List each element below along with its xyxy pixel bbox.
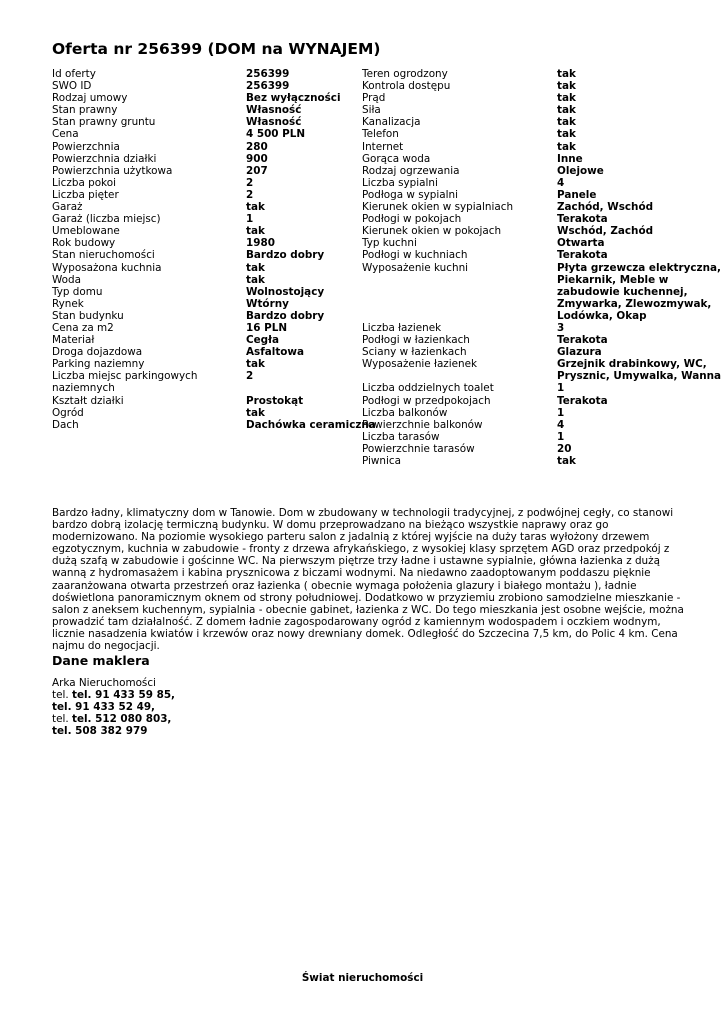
property-value: tak	[246, 201, 265, 214]
property-value: 16 PLN	[246, 321, 288, 334]
property-value: 256399	[246, 80, 290, 93]
property-value: Bardzo dobry	[246, 249, 325, 262]
property-row	[52, 116, 362, 128]
property-label: Garaż (liczba miejsc)	[52, 213, 161, 226]
property-label: Stan budynku	[52, 309, 124, 322]
property-value: tak	[557, 68, 576, 80]
property-value: Glazura	[557, 346, 602, 359]
property-value: Dachówka ceramiczna	[246, 418, 376, 431]
property-value: 900	[246, 152, 268, 165]
property-value: 1	[557, 406, 565, 419]
property-value: 2	[246, 188, 254, 201]
property-label: Typ kuchni	[362, 237, 417, 250]
footer-brand: Świat nieruchomości	[301, 972, 424, 984]
property-row	[362, 141, 725, 153]
property-value: Olejowe	[557, 164, 604, 177]
property-row	[52, 165, 362, 177]
property-value: Terakota	[557, 334, 608, 347]
property-row	[362, 358, 725, 382]
property-row	[52, 153, 362, 165]
property-label: Stan nieruchomości	[52, 249, 155, 262]
property-row	[52, 201, 362, 213]
property-label: Wyposażenie łazienek	[362, 358, 478, 371]
property-value: Płyta grzewcza elektryczna, Piekarnik, Meble w zabudowie kuchennej, Zmywarka, Zlewozmywak, Lodówka, Okap	[557, 261, 721, 322]
property-label: Woda	[52, 273, 81, 286]
property-label: Ogród	[52, 406, 84, 419]
property-value: tak	[557, 116, 576, 129]
property-row	[52, 370, 362, 394]
property-value: Asfaltowa	[246, 346, 305, 359]
agent-heading: Dane maklera	[52, 653, 150, 668]
property-row	[52, 298, 362, 310]
property-label: Podłogi w pokojach	[362, 213, 462, 226]
property-row	[362, 153, 725, 165]
property-label: Liczba miejsc parkingowych naziemnych	[52, 370, 198, 395]
property-label: Wyposażona kuchnia	[52, 261, 162, 274]
property-value: tak	[557, 80, 576, 93]
agent-phone: tel. 91 433 59 85,	[71, 689, 175, 702]
property-value: 3	[557, 321, 565, 334]
property-value: 4	[557, 176, 565, 189]
property-row	[362, 213, 725, 225]
property-value: Inne	[557, 152, 583, 165]
property-row	[52, 177, 362, 189]
property-row	[362, 322, 725, 334]
property-value: tak	[246, 225, 265, 238]
phone-prefix: tel.	[52, 713, 69, 726]
property-row	[52, 346, 362, 358]
property-value: Własność	[246, 116, 302, 129]
property-label: Typ domu	[52, 285, 103, 298]
property-label: Kierunek okien w pokojach	[362, 225, 502, 238]
property-row	[362, 201, 725, 213]
property-label: Droga dojazdowa	[52, 346, 143, 359]
property-label: Parking naziemny	[52, 358, 145, 371]
property-value: 1	[557, 430, 565, 443]
property-row	[362, 334, 725, 346]
property-value: tak	[557, 455, 576, 467]
agent-phone-line	[52, 689, 175, 701]
property-label: Liczba tarasów	[362, 430, 440, 443]
property-row	[362, 165, 725, 177]
property-label: Piwnica	[362, 455, 401, 467]
property-value: tak	[557, 104, 576, 117]
property-label: Umeblowane	[52, 225, 120, 238]
property-label: Wyposażenie kuchni	[362, 261, 469, 274]
property-value: Otwarta	[557, 237, 605, 250]
property-row	[52, 322, 362, 334]
property-value: 4	[557, 418, 565, 431]
property-label: Powierzchnia użytkowa	[52, 164, 173, 177]
property-value: 4 500 PLN	[246, 128, 306, 141]
property-value: 1	[246, 213, 254, 226]
property-value: tak	[246, 406, 265, 419]
property-row	[52, 286, 362, 298]
property-row	[52, 407, 362, 419]
property-row	[52, 274, 362, 286]
property-row	[362, 419, 725, 431]
property-value: Terakota	[557, 394, 608, 407]
property-label: Telefon	[362, 128, 399, 141]
property-label: Liczba pokoi	[52, 176, 116, 189]
property-label: Powierzchnie balkonów	[362, 418, 483, 431]
property-label: Prąd	[362, 92, 386, 105]
property-row	[52, 237, 362, 249]
property-value: 1	[557, 382, 565, 395]
property-row	[52, 249, 362, 261]
property-label: Dach	[52, 418, 79, 431]
property-value: Wolnostojący	[246, 285, 325, 298]
property-value: 280	[246, 140, 268, 153]
property-row	[52, 358, 362, 370]
property-row	[52, 104, 362, 116]
property-label: Podłogi w przedpokojach	[362, 394, 491, 407]
property-label: Materiał	[52, 334, 95, 347]
property-row	[52, 68, 362, 80]
property-row	[362, 177, 725, 189]
property-label: Rok budowy	[52, 237, 116, 250]
property-label: Liczba sypialni	[362, 176, 438, 189]
property-label: Rodzaj umowy	[52, 92, 128, 105]
property-row	[52, 189, 362, 201]
property-value: 256399	[246, 68, 290, 80]
property-label: Teren ogrodzony	[362, 68, 448, 80]
property-row	[362, 262, 725, 322]
property-value: 20	[557, 442, 572, 455]
property-label: Powierzchnia	[52, 140, 120, 153]
property-row	[362, 68, 725, 80]
property-value: 1980	[246, 237, 275, 250]
agent-phone: tel. 512 080 803,	[71, 713, 172, 726]
property-label: Podłogi w kuchniach	[362, 249, 468, 262]
agent-phone: tel. 91 433 52 49,	[52, 701, 156, 714]
agent-phone-line	[52, 713, 175, 725]
property-label: Podłogi w łazienkach	[362, 334, 470, 347]
property-value: Wschód, Zachód	[557, 225, 654, 238]
property-label: Rodzaj ogrzewania	[362, 164, 460, 177]
property-row	[52, 225, 362, 237]
agent-details	[52, 677, 175, 737]
property-value: tak	[557, 92, 576, 105]
property-value: tak	[557, 128, 576, 141]
property-row	[52, 310, 362, 322]
property-value: Bez wyłączności	[246, 92, 341, 105]
property-label: Cena za m2	[52, 321, 114, 334]
property-label: Internet	[362, 140, 404, 153]
property-label: Rynek	[52, 297, 84, 310]
phone-prefix: tel.	[52, 689, 69, 702]
property-label: Stan prawny	[52, 104, 118, 117]
property-label: Cena	[52, 128, 79, 141]
property-label: Kanalizacja	[362, 116, 421, 129]
description: Bardzo ładny, klimatyczny dom w Tanowie. Dom w zbudowany w technologii tradycyjnej, z podwójnej cegły, co stanowi bardzo dobrą izolację termiczną budynku. W domu przeprowadzano na bieżąco wszystkie naprawy oraz go modernizowano. Na poziomie wysokiego parteru salon z jadalnią z której wyjście na duży taras wyłożony drzewem egzotycznym, kuchnia w zabudowie - fronty z drzewa afrykańskiego, z wysokiej klasy sprzętem AGD oraz przedpokój z dużą szafą w zabudowie i gościnne WC. Na pierwszym piętrze trzy ładne i ustawne sypialnie, główna łazienka z dużą wanną z hydromasażem i kabina prysznicowa z biczami wodnymi. Na niedawno zaadoptowanym poddaszu pięknie zaaranżowana otwarta przestrzeń oraz łazienka ( obecnie wymaga położenia glazury i białego montażu ), ładnie doświetlona panoramicznym oknem od strony południowej. Dodatkowo w przyziemiu zrobiono samodzielne mieszkanie - salon z aneksem kuchennym, sypialnia - obecnie gabinet, łazienka z WC. Do tego mieszkania jest osobne wejście, można prowadzić tam działalność. Z domem ładnie zagospodarowany ogród z kamiennym wodospadem i oczkiem wodnym, licznie nasadzenia kwiatów i krzewów oraz nowy drewniany domek. Odległość do Szczecina 7,5 km, do Polic 4 km. Cena najmu do negocjacji.	[52, 507, 684, 653]
property-label: Liczba oddzielnych toalet	[362, 382, 494, 395]
agent-phone: tel. 508 382 979	[52, 725, 148, 738]
property-row	[362, 189, 725, 201]
property-row	[52, 262, 362, 274]
property-row	[362, 237, 725, 249]
property-value: Grzejnik drabinkowy, WC, Prysznic, Umywalka, Wanna	[557, 358, 722, 383]
property-row	[362, 92, 725, 104]
property-row	[362, 116, 725, 128]
property-row	[362, 346, 725, 358]
property-label: Siła	[362, 104, 381, 117]
property-label: Gorąca woda	[362, 152, 431, 165]
property-row	[362, 431, 725, 443]
property-row	[52, 92, 362, 104]
property-row	[52, 395, 362, 407]
property-row	[362, 455, 725, 467]
property-label: Sciany w łazienkach	[362, 346, 467, 359]
property-row	[52, 141, 362, 153]
property-label: Kształt działki	[52, 394, 124, 407]
property-row	[362, 249, 725, 261]
property-row	[362, 80, 725, 92]
property-row	[362, 225, 725, 237]
property-value: Bardzo dobry	[246, 309, 325, 322]
property-label: Powierzchnia działki	[52, 152, 157, 165]
property-label: Liczba łazienek	[362, 321, 442, 334]
property-list-right	[362, 68, 725, 467]
property-row	[362, 104, 725, 116]
property-row	[362, 407, 725, 419]
property-label: Liczba pięter	[52, 188, 119, 201]
property-value: Terakota	[557, 213, 608, 226]
property-row	[52, 334, 362, 346]
property-value: tak	[246, 358, 265, 371]
property-value: 207	[246, 164, 268, 177]
property-value: Wtórny	[246, 297, 289, 310]
property-value: 2	[246, 370, 254, 383]
property-label: Kierunek okien w sypialniach	[362, 201, 514, 214]
property-row	[362, 395, 725, 407]
property-row	[52, 213, 362, 225]
property-label: Id oferty	[52, 68, 96, 80]
property-label: Liczba balkonów	[362, 406, 448, 419]
property-value: Panele	[557, 188, 597, 201]
property-value: 2	[246, 176, 254, 189]
property-label: Stan prawny gruntu	[52, 116, 156, 129]
property-value: Terakota	[557, 249, 608, 262]
property-label: Podłoga w sypialni	[362, 188, 458, 201]
property-label: SWO ID	[52, 80, 92, 93]
property-value: Zachód, Wschód	[557, 201, 654, 214]
property-label: Powierzchnie tarasów	[362, 442, 475, 455]
property-row	[52, 128, 362, 140]
property-value: Prostokąt	[246, 394, 304, 407]
property-row	[362, 128, 725, 140]
property-value: tak	[246, 273, 265, 286]
page-title: Oferta nr 256399 (DOM na WYNAJEM)	[52, 40, 381, 58]
property-value: Cegła	[246, 334, 279, 347]
property-row	[362, 382, 725, 394]
property-value: tak	[246, 261, 265, 274]
property-label: Garaż	[52, 201, 83, 214]
property-label: Kontrola dostępu	[362, 80, 451, 93]
property-row	[362, 443, 725, 455]
property-row	[52, 80, 362, 92]
property-row	[52, 418, 376, 431]
agent-name: Arka Nieruchomości	[52, 677, 156, 689]
property-value: tak	[557, 140, 576, 153]
property-value: Własność	[246, 104, 302, 117]
